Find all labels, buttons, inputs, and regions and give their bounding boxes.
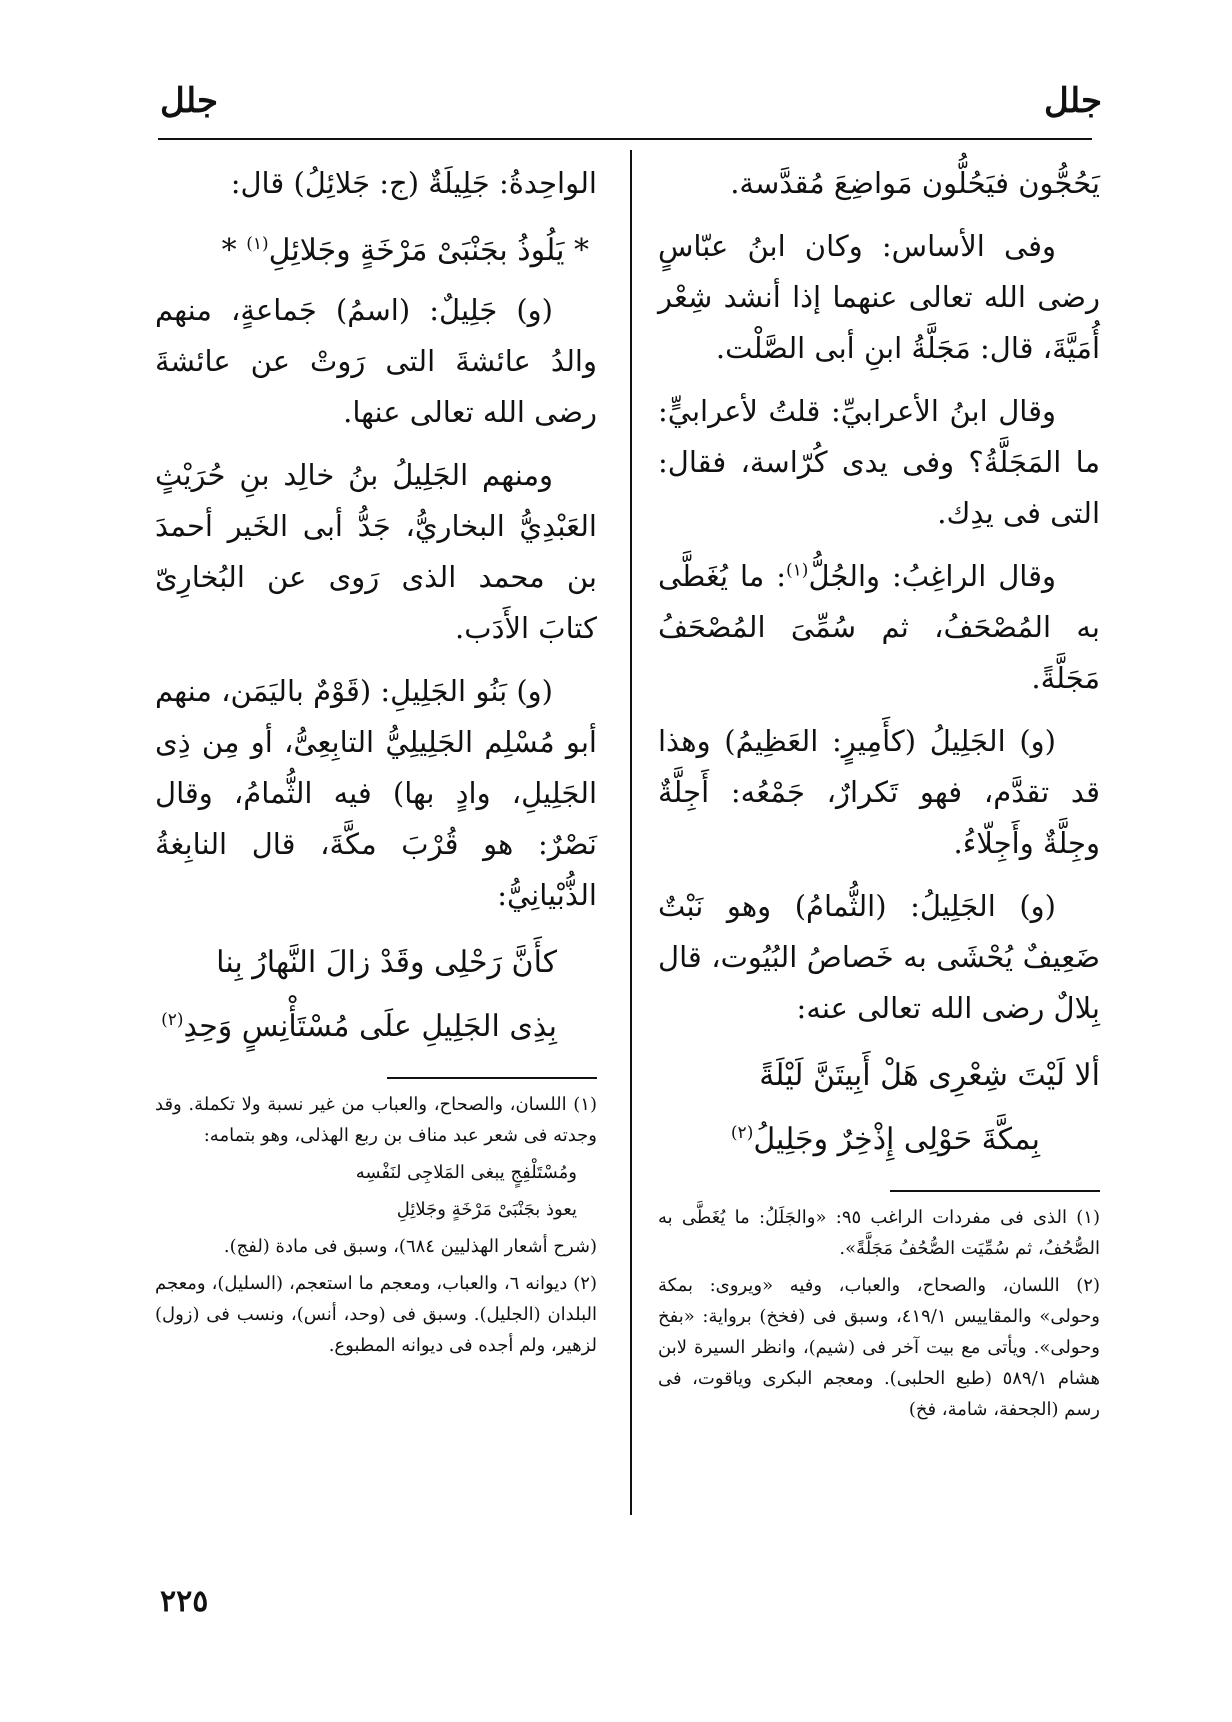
footnote-ref-left-2: (٢)	[161, 1010, 184, 1030]
running-head-left: جلل	[160, 81, 219, 121]
right-paragraph-1: يَحُجُّون فيَحُلُّون مَواضِعَ مُقدَّسة.	[730, 166, 1100, 200]
right-column	[658, 158, 1100, 1431]
left-half-verse	[155, 221, 597, 281]
left-verse-2-text: بِذِى الجَلِيلِ علَى مُسْتَأْنِسٍ وَحِدِ	[183, 1009, 557, 1044]
left-footnote-rule	[387, 1077, 597, 1079]
left-verse-2	[155, 997, 597, 1057]
left-footnote-1-tail: (شرح أشعار الهذليين ٦٨٤)، وسبق فى مادة (لفج).	[223, 1235, 597, 1257]
left-verse-1: كأَنَّ رَحْلِى وقَدْ زالَ النَّهارُ بِنا	[216, 945, 557, 980]
left-paragraph-4: (و) بَنُو الجَلِيلِ: (قَوْمٌ باليَمَن، منهم أبو مُسْلِم الجَلِيلِيُّ التابِعِىُّ، أو مِن ذِى الجَلِيلِ، وادٍ بها) فيه الثُّمامُ، وقال نَصْرٌ: هو قُرْبَ مكَّةَ، قال النابِغةُ الذُّبْيانِيُّ:	[155, 674, 597, 912]
page-number: ٢٢٥	[160, 1584, 209, 1619]
left-half-verse-text: * يَلُوذُ بجَنْبَىْ مَرْخَةٍ وجَلائِلِ	[268, 233, 589, 268]
left-paragraph-3: ومنهم الجَلِيلُ بنُ خالِد بنِ حُرَيْثٍ العَبْدِيُّ البخاريُّ، جَدُّ أبى الخَير أحمدَ بن محمد الذى رَوى عن البُخارِىّ كتابَ الأَدَب.	[155, 458, 597, 645]
left-paragraph-2: (و) جَلِيلٌ: (اسمُ) جَماعةٍ، منهم والدُ عائشةَ التى رَوتْ عن عائشةَ رضى الله تعالى عنها.	[155, 293, 597, 429]
left-footnotes	[155, 1089, 597, 1361]
right-paragraph-2: وفى الأساس: وكان ابنُ عبّاسٍ رضى الله تعالى عنهما إذا أنشد شِعْر أُمَيَّةَ، قال: مَجَلَّةُ ابنِ أبى الصَّلْت.	[658, 229, 1100, 365]
right-paragraph-3: وقال ابنُ الأعرابيِّ: قلتُ لأعرابيٍّ: ما المَجَلَّةُ؟ وفى يدى كُرّاسة، فقال: التى فى يدِك.	[658, 394, 1100, 530]
right-verse-2	[658, 1110, 1100, 1170]
right-footnote-2: (٢) اللسان، والصحاح، والعباب، وفيه «ويروى: بمكة وحولى» والمقاييس ٤١٩/١، وسبق فى (فخخ) برواية: «بفخ وحولى». ويأتى مع بيت آخر فى (شيم)، وانظر السيرة لابن هشام ٥٨٩/١ (طبع الحلبى). ومعجم البكرى وياقوت، فى رسم (الجحفة، شامة، فخ)	[658, 1274, 1100, 1420]
left-footnote-2: (٢) ديوانه ٦، والعباب، ومعجم ما استعجم، (السليل)، ومعجم البلدان (الجليل). وسبق فى (وحد، أنس)، ونسب فى (زول) لزهير، ولم أجده فى ديوانه المطبوع.	[155, 1272, 597, 1356]
left-paragraph-1: الواحِدةُ: جَلِيلَةٌ (ج: جَلائِلُ) قال:	[230, 166, 597, 200]
left-footnote-1: (١) اللسان، والصحاح، والعباب من غير نسبة ولا تكملة. وقد وجدته فى شعر عبد مناف بن ربع الهذلى، وهو بتمامه:	[155, 1093, 597, 1146]
header-rule	[158, 138, 1092, 140]
left-half-verse-end: *	[221, 233, 247, 268]
right-footnotes	[658, 1202, 1100, 1425]
right-paragraph-5: (و) الجَلِيلُ (كأَمِيرٍ: العَظِيمُ) وهذا قد تقدَّم، فهو تَكرارٌ، جَمْعُه: أَجِلَّةٌ وجِلَّةٌ وأَجِلّاءُ.	[658, 724, 1100, 860]
footnote-ref-2: (٢)	[730, 1123, 754, 1143]
footnote-ref-1: (١)	[786, 560, 809, 581]
left-column	[155, 158, 597, 1367]
column-divider	[630, 150, 632, 1515]
right-paragraph-4	[658, 551, 1100, 704]
right-footnote-1: (١) الذى فى مفردات الراغب ٩٥: «والجَلَلُ: ما يُغَطَّى به الصُّحُفُ، ثم سُمِّيَت الصُّحُفُ مَجَلَّةً».	[658, 1206, 1100, 1259]
right-paragraph-4-start: وقال الراغِبُ: والجُلُّ	[808, 559, 1056, 593]
right-verse-2-text: بِمكَّةَ حَوْلِى إِذْخِرٌ وجَلِيلُ	[753, 1122, 1040, 1157]
right-paragraph-4-rest: : ما يُغَطَّى به المُصْحَفُ، ثم سُمِّىَ المُصْحَفُ مَجَلَّةً.	[658, 559, 1100, 695]
footnote-ref-left-1: (١)	[246, 234, 269, 254]
right-footnote-rule	[890, 1190, 1100, 1192]
running-head-right: جلل	[1043, 81, 1102, 121]
left-footnote-1-verse-2: يعوذ بجَنْبَىْ مَرْخَةٍ وجَلائِلِ	[396, 1198, 577, 1220]
right-paragraph-6: (و) الجَلِيلُ: (الثُّمامُ) وهو نَبْتٌ ضَعِيفٌ يُحْشَى به خَصاصُ البُيُوت، قال بِلالٌ رضى الله تعالى عنه:	[658, 889, 1100, 1025]
right-verse-1: ألا لَيْتَ شِعْرِى هَلْ أَبِيتَنَّ لَيْلَةً	[759, 1058, 1100, 1093]
left-footnote-1-verse-1: ومُسْتَلْفِجٍ يبغى المَلاجِى لنَفْسِه	[355, 1161, 577, 1183]
